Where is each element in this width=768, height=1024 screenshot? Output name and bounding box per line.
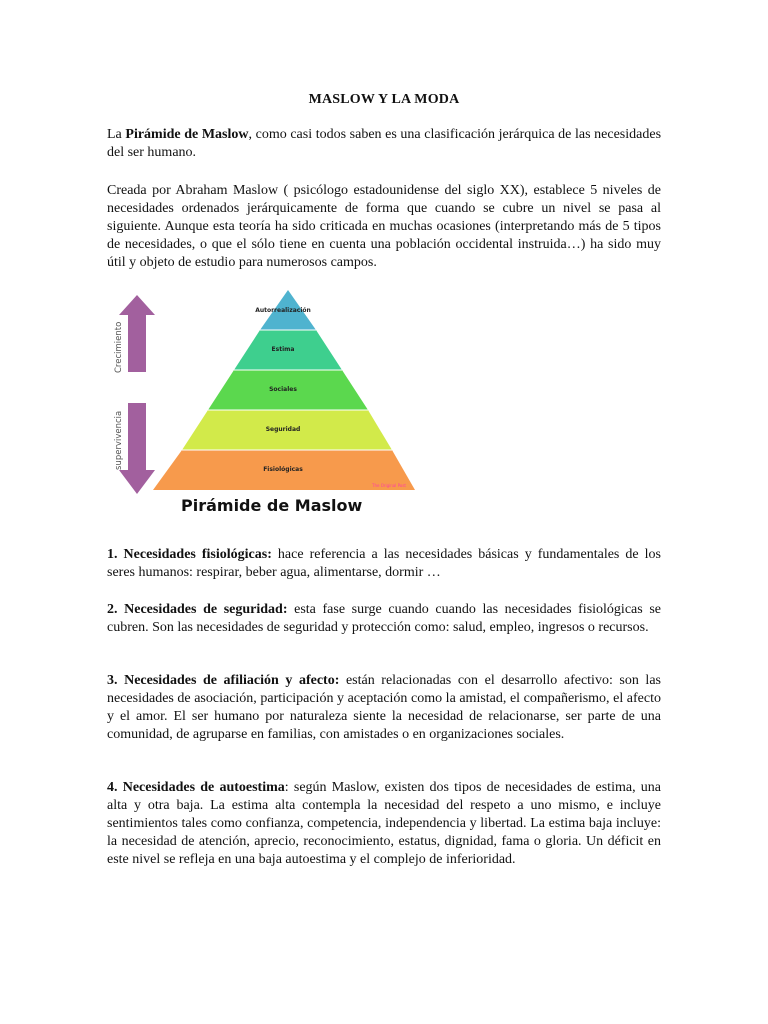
pyramid-title: Pirámide de Maslow (181, 496, 363, 515)
level-label-autorrealizacion: Autorrealización (255, 307, 311, 314)
creada-paragraph: Creada por Abraham Maslow ( psicólogo estadounidense del siglo XX), establece 5 niveles de necesidades ordenados jerárquicamente de forma que cuando se cubre un nivel se pasa al siguiente. Aunque esta teoría ha sido criticada en muchas ocasiones (interpretando más de 5 tipos de necesidades, o que el sólo tiene en cuenta una población occidental instruida…) ha sido muy útil y objeto de estudio para numerosos campos. (107, 183, 661, 270)
section-afiliacion (107, 672, 661, 744)
growth-label: Crecimiento (114, 321, 124, 373)
pyramid-svg (105, 285, 435, 520)
section-fisiologicas (107, 546, 661, 582)
section-heading: 4. Necesidades de autoestima (107, 780, 285, 795)
section-text: están relacionadas con el desarrollo afectivo: son las necesidades de asociación, participación y aceptación como la amistad, el compañerismo, el afecto y el amor. El ser humano por naturaleza siente la necesidad de relacionarse, ser parte de una comunidad, de agruparse en familias, con amistades o en organizaciones sociales. (107, 673, 661, 742)
section-heading: 1. Necesidades fisiológicas: (107, 547, 272, 562)
section-seguridad (107, 601, 661, 637)
level-label-estima: Estima (271, 346, 295, 353)
section-text: hace referencia a las necesidades básicas y fundamentales de los seres humanos: respirar, beber agua, alimentarse, dormir … (107, 547, 661, 580)
intro-post: , como casi todos saben es una clasificación jerárquica de las necesidades del ser humano. (107, 127, 662, 160)
survival-label: supervivencia (114, 410, 124, 470)
section-heading: 2. Necesidades de seguridad: (107, 602, 288, 617)
survival-arrow-icon (119, 403, 155, 494)
intro-paragraph (107, 126, 661, 162)
level-label-fisiologicas: Fisiológicas (263, 466, 303, 473)
section-heading: 3. Necesidades de afiliación y afecto: (107, 673, 340, 688)
pyramid-watermark: The Original Post (372, 483, 407, 488)
intro-bold: Pirámide de Maslow (125, 127, 249, 142)
maslow-pyramid-figure (105, 285, 435, 520)
intro-pre: La (107, 127, 126, 142)
section-text: : según Maslow, existen dos tipos de necesidades de estima, una alta y otra baja. La estima alta contempla la necesidad del respeto a uno mismo, e incluye sentimientos tales como confianza, competencia, independencia y libertad. La estima baja incluye: la necesidad de atención, aprecio, reconocimiento, estatus, dignidad, fama o gloria. Un déficit en este nivel se refleja en una baja autoestima y el complejo de inferioridad. (107, 780, 661, 867)
level-label-seguridad: Seguridad (265, 426, 301, 433)
document-title: MASLOW Y LA MODA (308, 92, 460, 107)
growth-arrow-icon (119, 295, 155, 372)
section-text: esta fase surge cuando cuando las necesidades fisiológicas se cubren. Son las necesidades de seguridad y protección como: salud, empleo, ingresos o recursos. (107, 602, 661, 635)
level-label-sociales: Sociales (269, 386, 297, 393)
section-autoestima (107, 779, 661, 869)
